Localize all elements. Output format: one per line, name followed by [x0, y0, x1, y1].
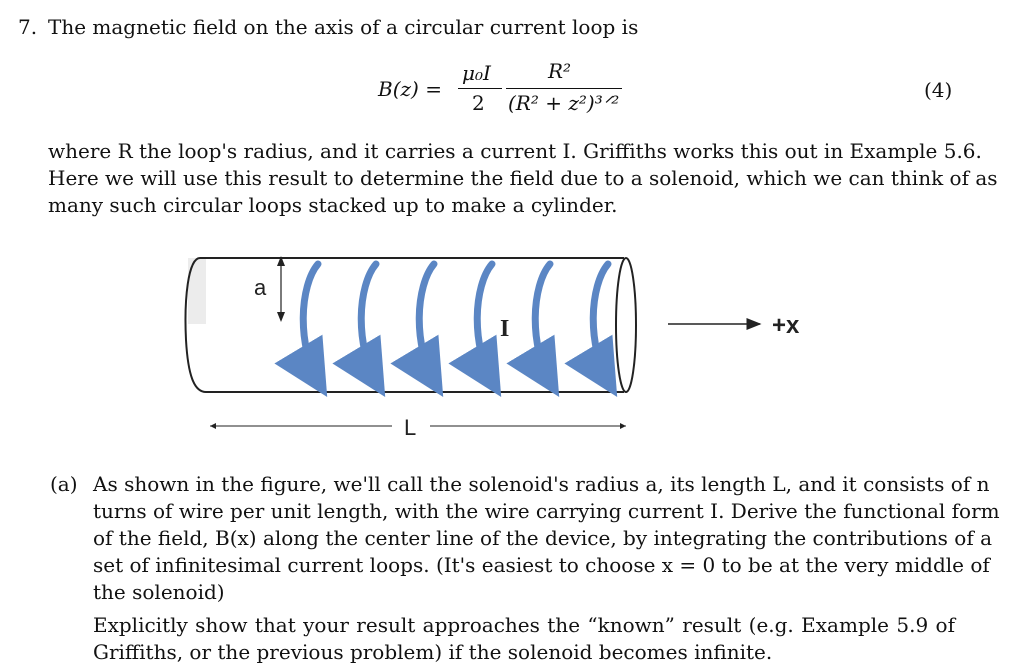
part-a-line-7: Griffiths, or the previous problem) if the solenoid becomes infinite.: [93, 640, 773, 664]
part-a-line-2: turns of wire per unit length, with the wire carrying current I. Derive the functional form: [93, 499, 1000, 523]
problem-number: 7.: [18, 15, 38, 39]
equation-tag: (4): [924, 78, 953, 102]
part-a-line-1: As shown in the figure, we'll call the solenoid's radius a, its length L, and it consists of n: [93, 472, 990, 496]
coil-loop-5: [535, 264, 552, 385]
equation-lhs: B(z) =: [378, 77, 442, 101]
equation-den-right: (R² + z²)³ᐟ²: [508, 91, 620, 115]
part-a-line-6: Explicitly show that your result approaches the “known” result (e.g. Example 5.9 of: [93, 613, 955, 637]
problem-intro: The magnetic field on the axis of a circular current loop is: [48, 15, 639, 39]
length-arrow-right-head: [620, 423, 626, 429]
equation-num-right: R²: [548, 59, 572, 83]
paragraph-line-3: many such circular loops stacked up to make a cylinder.: [48, 193, 618, 217]
part-a-line-4: set of infinitesimal current loops. (It's easiest to choose x = 0 to be at the very middle of: [93, 553, 990, 577]
length-arrow-left-head: [210, 423, 216, 429]
radius-label: a: [254, 275, 267, 300]
coil-loop-3: [419, 264, 436, 385]
part-a-line-3: of the field, B(x) along the center line of the device, by integrating the contributions of a: [93, 526, 993, 550]
radius-arrow-bottom-head: [277, 312, 285, 322]
coil-loop-4: [477, 264, 494, 385]
current-label: I: [500, 316, 510, 342]
x-axis-label: +x: [772, 312, 800, 339]
equation-den-left: 2: [472, 91, 485, 115]
coil-loop-2: [361, 264, 378, 385]
equation-num-left: μ₀I: [462, 61, 491, 85]
part-a-line-5: the solenoid): [93, 580, 225, 604]
coil-loop-6: [593, 264, 610, 385]
part-a-marker: (a): [50, 472, 78, 496]
paragraph-line-2: Here we will use this result to determine the field due to a solenoid, which we can think of as: [48, 166, 998, 190]
length-label: L: [404, 415, 417, 440]
paragraph-line-1: where R the loop's radius, and it carries a current I. Griffiths works this out in Example 5.6.: [48, 139, 982, 163]
coil-loop-1: [303, 264, 320, 385]
coil-loops: [303, 264, 610, 385]
